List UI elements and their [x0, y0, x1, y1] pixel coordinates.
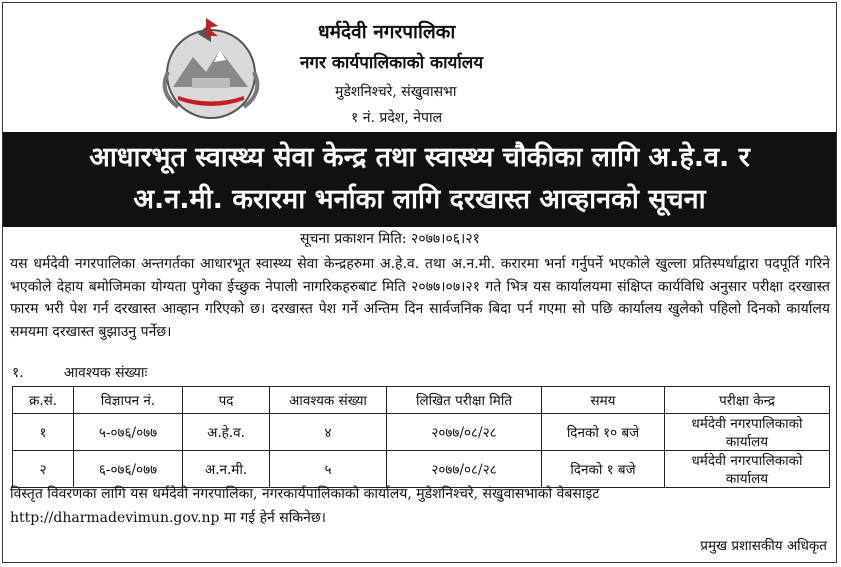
table-header-row — [13, 387, 830, 414]
col-required: आवश्यक संख्या — [270, 387, 387, 414]
footer-details — [10, 482, 830, 530]
cell-exam-center: धर्मदेवी नगरपालिकाको कार्यालय — [665, 414, 830, 451]
cell-post: अ.न.मी. — [183, 451, 270, 488]
cell-time: दिनको १ बजे — [542, 451, 665, 488]
nepal-emblem-icon — [148, 12, 274, 122]
col-post: पद — [183, 387, 270, 414]
section-number: १. — [12, 365, 24, 381]
cell-post: अ.हे.व. — [183, 414, 270, 451]
cell-serial: २ — [13, 451, 74, 488]
col-exam-date: लिखित परीक्षा मिति — [387, 387, 542, 414]
cell-exam-date: २०७७/०८/२८ — [387, 451, 542, 488]
cell-required: ४ — [270, 414, 387, 451]
section-heading — [12, 363, 187, 382]
cell-ad-number: ५-०७६/०७७ — [74, 414, 183, 451]
address: मुडेशनिश्चरे, संखुवासभा — [335, 84, 457, 100]
cell-serial: १ — [13, 414, 74, 451]
cell-ad-number: ६-०७६/०७७ — [74, 451, 183, 488]
publication-date: सूचना प्रकाशन मिति: २०७७।०६।२१ — [300, 231, 480, 247]
notice-title-banner — [3, 132, 836, 227]
signatory: प्रमुख प्रशासकीय अधिकृत — [700, 538, 827, 554]
col-time: समय — [542, 387, 665, 414]
details-text: विस्तृत विवरणका लागि यस धर्मदेवी नगरपालिका, नगरकार्यपालिकाको कार्यालय, मुडेशनिश्चरे, संखुवासभाको वेबसाइट — [10, 486, 600, 502]
title-line-2: अ.न.मी. करारमा भर्नाका लागि दरखास्त आव्हानको सूचना — [133, 184, 706, 215]
table-row — [13, 414, 830, 451]
col-ad-number: विज्ञापन नं. — [74, 387, 183, 414]
vacancy-table — [12, 386, 830, 488]
col-serial: क्र.सं. — [13, 387, 74, 414]
notice-body: यस धर्मदेवी नगरपालिका अन्तगर्तका आधारभूत स्वास्थ्य सेवा केन्द्रहरुमा अ.हे.व. तथा अ.न.मी. करारमा भर्ना गर्नुपर्ने भएकोले खुल्ला प्रतिस्पर्धाद्वारा पदपूर्ति गरिने भएकोले देहाय बमोजिमका योग्यता पुगेका ईच्छुक नेपाली नागरिकहरुबाट मिति २०७७।०७।२१ गते भित्र यस कार्यालयमा संक्षिप्त कार्यविधि अनुसार परीक्षा दरखास्त फारम भरी पेश गर्न दरखास्त आव्हान गरिएको छ। दरखास्त पेश गर्ने अन्तिम दिन सार्वजनिक बिदा पर्न गएमा सो पछि कार्यालय खुलेको पहिलो दिनको कार्यालय समयमा दरखास्त बुझाउनु पर्नेछ। — [10, 256, 830, 340]
office-name: नगर कार्यपालिकाको कार्यालय — [300, 53, 484, 73]
website-line: http://dharmadevimun.gov.np मा गई हेर्न सकिनेछ। — [10, 510, 326, 526]
cell-exam-center: धर्मदेवी नगरपालिकाको कार्यालय — [665, 451, 830, 488]
title-line-1: आधारभूत स्वास्थ्य सेवा केन्द्र तथा स्वास्थ्य चौकीका लागि अ.हे.व. र — [89, 142, 750, 173]
province: १ नं. प्रदेश, नेपाल — [351, 110, 443, 126]
section-label: आवश्यक संख्याः — [63, 365, 148, 381]
col-exam-center: परीक्षा केन्द्र — [665, 387, 830, 414]
cell-required: ५ — [270, 451, 387, 488]
cell-time: दिनको १० बजे — [542, 414, 665, 451]
municipality-name: धर्मदेवी नगरपालिका — [318, 21, 456, 43]
cell-exam-date: २०७७/०८/२८ — [387, 414, 542, 451]
